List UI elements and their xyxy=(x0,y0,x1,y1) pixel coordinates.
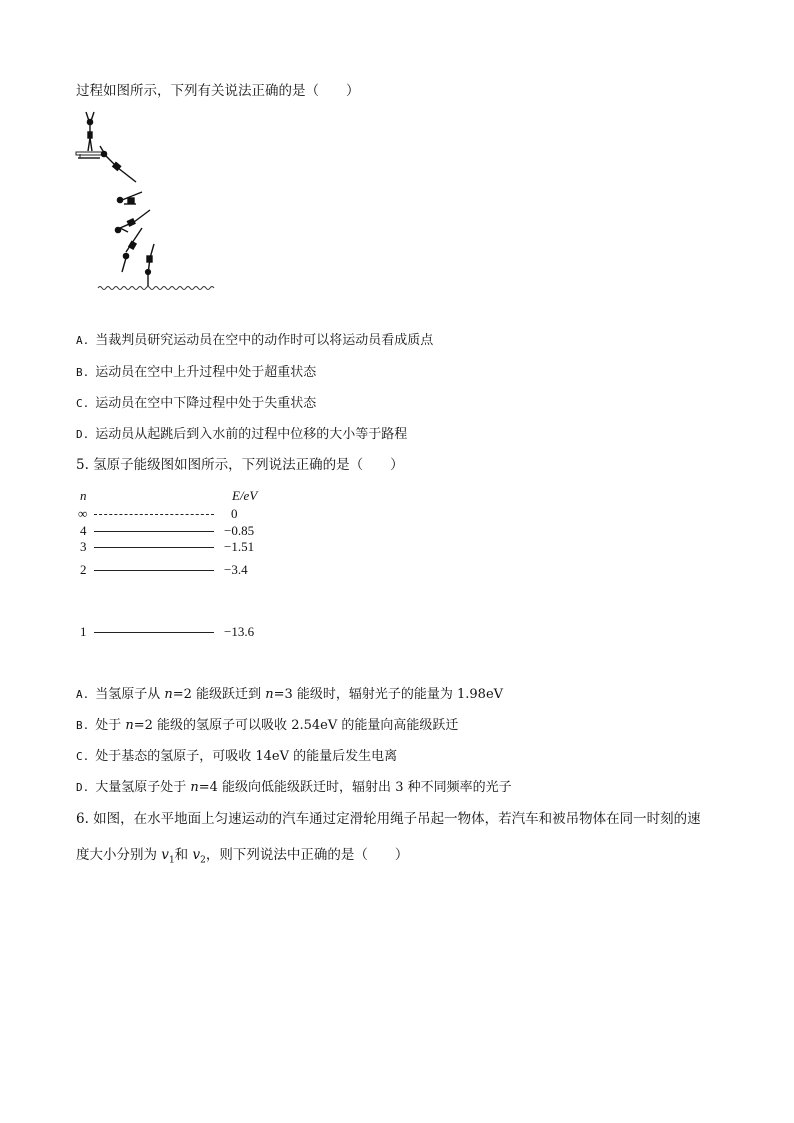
level-line-infinity xyxy=(94,514,214,515)
level-n-3: 3 xyxy=(80,539,87,554)
q4-option-b[interactable]: B. 运动员在空中上升过程中处于超重状态 xyxy=(76,365,317,380)
level-line-1 xyxy=(94,632,214,633)
q6-stem-line2: 度大小分别为 $v_1$和 $v_2$，则下列说法中正确的是（ ） xyxy=(76,847,409,866)
diver-pose-3 xyxy=(117,192,142,204)
level-n-2: 2 xyxy=(80,562,87,577)
q5-option-a[interactable]: A. 当氢原子从 n=2 能级跃迁到 n=3 能级时，辐射光子的能量为 1.98eV xyxy=(76,687,504,702)
q4-option-c[interactable]: C. 运动员在空中下降过程中处于失重状态 xyxy=(76,396,317,411)
diver-pose-5 xyxy=(122,228,142,272)
energy-level-diagram xyxy=(74,486,294,646)
q4-option-d[interactable]: D. 运动员从起跳后到入水前的过程中位移的大小等于路程 xyxy=(76,427,408,442)
level-e-3: −1.51 xyxy=(224,539,255,554)
q5-stem: 5. 氢原子能级图如图所示，下列说法正确的是（ ） xyxy=(76,457,404,473)
diver-figure xyxy=(70,106,220,296)
water-surface xyxy=(98,287,214,290)
level-e-infinity: 0 xyxy=(231,506,238,521)
diver-pose-4 xyxy=(115,210,150,233)
q5-option-b[interactable]: B. 处于 n=2 能级的氢原子可以吸收 2.54eV 的能量向高能级跃迁 xyxy=(76,718,459,733)
level-n-infinity: ∞ xyxy=(78,506,88,521)
q5-option-d[interactable]: D. 大量氢原子处于 n=4 能级向低能级跃迁时，辐射出 3 种不同频率的光子 xyxy=(76,780,512,795)
level-line-4 xyxy=(94,531,214,532)
level-n-4: 4 xyxy=(80,523,87,538)
n-axis-header: n xyxy=(80,488,87,503)
level-e-1: −13.6 xyxy=(224,624,255,639)
level-line-3 xyxy=(94,547,214,548)
q6-stem-line1: 6. 如图，在水平地面上匀速运动的汽车通过定滑轮用绳子吊起一物体，若汽车和被吊物体在同一时刻的速 xyxy=(76,811,701,827)
diver-pose-2 xyxy=(100,146,136,182)
q4-option-a[interactable]: A. 当裁判员研究运动员在空中的动作时可以将运动员看成质点 xyxy=(76,333,434,348)
level-n-1: 1 xyxy=(80,624,87,639)
level-e-4: −0.85 xyxy=(224,523,255,538)
diver-pose-1 xyxy=(86,112,94,151)
level-e-2: −3.4 xyxy=(224,562,248,577)
q4-stem: 过程如图所示，下列有关说法正确的是（ ） xyxy=(76,83,360,99)
energy-axis-header: E/eV xyxy=(232,488,258,503)
q5-option-c[interactable]: C. 处于基态的氢原子，可吸收 14eV 的能量后发生电离 xyxy=(76,749,398,764)
diver-pose-6 xyxy=(146,244,154,286)
level-line-2 xyxy=(94,570,214,571)
